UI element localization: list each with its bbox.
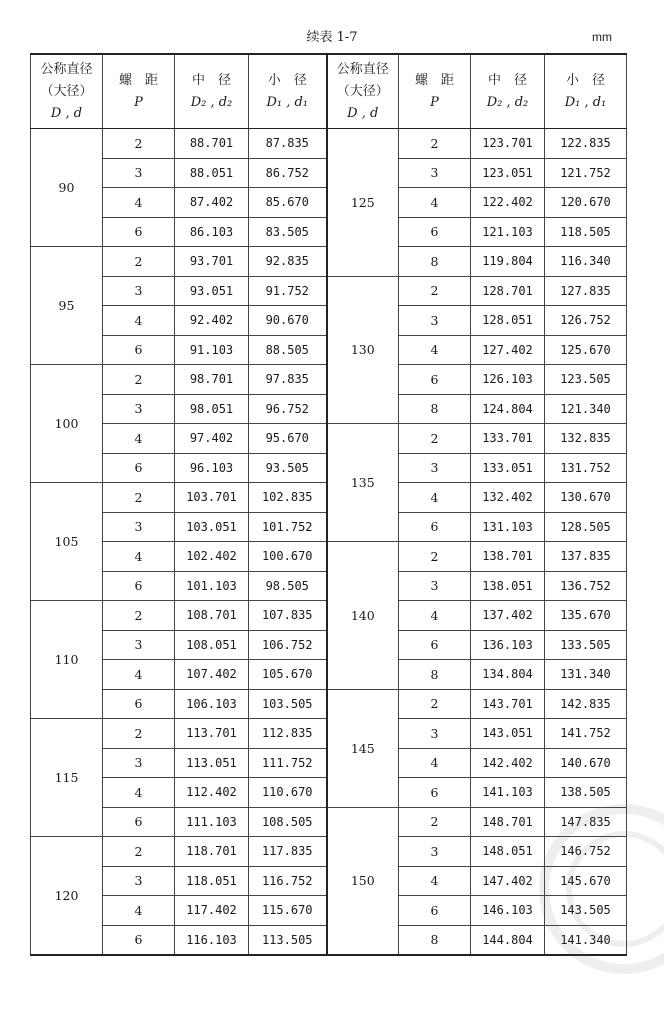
nominal-diameter-cell: 150 <box>327 807 399 955</box>
pitch-diameter-cell: 88.051 <box>175 158 249 188</box>
pitch-cell: 8 <box>399 925 471 955</box>
header-pitch: 螺 距 P <box>103 54 175 129</box>
pitch-cell: 3 <box>399 453 471 483</box>
pitch-cell: 4 <box>103 424 175 454</box>
pitch-diameter-cell: 146.103 <box>471 896 545 926</box>
pitch-cell: 4 <box>103 542 175 572</box>
minor-diameter-cell: 142.835 <box>545 689 627 719</box>
pitch-cell: 3 <box>399 719 471 749</box>
pitch-cell: 6 <box>399 217 471 247</box>
pitch-cell: 6 <box>103 453 175 483</box>
minor-diameter-cell: 112.835 <box>249 719 327 749</box>
minor-diameter-cell: 90.670 <box>249 306 327 336</box>
minor-diameter-cell: 135.670 <box>545 601 627 631</box>
pitch-cell: 6 <box>399 778 471 808</box>
pitch-diameter-cell: 144.804 <box>471 925 545 955</box>
pitch-diameter-cell: 133.051 <box>471 453 545 483</box>
minor-diameter-cell: 137.835 <box>545 542 627 572</box>
minor-diameter-cell: 91.752 <box>249 276 327 306</box>
minor-diameter-cell: 131.340 <box>545 660 627 690</box>
pitch-diameter-cell: 103.051 <box>175 512 249 542</box>
minor-diameter-cell: 98.505 <box>249 571 327 601</box>
minor-diameter-cell: 107.835 <box>249 601 327 631</box>
minor-diameter-cell: 110.670 <box>249 778 327 808</box>
minor-diameter-cell: 120.670 <box>545 188 627 218</box>
pitch-diameter-cell: 133.701 <box>471 424 545 454</box>
minor-diameter-cell: 128.505 <box>545 512 627 542</box>
pitch-cell: 8 <box>399 660 471 690</box>
pitch-diameter-cell: 124.804 <box>471 394 545 424</box>
minor-diameter-cell: 125.670 <box>545 335 627 365</box>
pitch-diameter-cell: 122.402 <box>471 188 545 218</box>
pitch-diameter-cell: 102.402 <box>175 542 249 572</box>
pitch-cell: 4 <box>399 748 471 778</box>
nominal-diameter-cell: 135 <box>327 424 399 542</box>
watermark-seal-icon <box>514 794 664 984</box>
pitch-cell: 2 <box>103 247 175 277</box>
minor-diameter-cell: 96.752 <box>249 394 327 424</box>
pitch-cell: 3 <box>103 394 175 424</box>
nominal-diameter-cell: 130 <box>327 276 399 424</box>
pitch-cell: 4 <box>103 660 175 690</box>
minor-diameter-cell: 122.835 <box>545 129 627 159</box>
header-minor-diameter: 小 径 D₁ , d₁ <box>545 54 627 129</box>
minor-diameter-cell: 117.835 <box>249 837 327 867</box>
table-caption: 续表 1-7 <box>306 30 358 45</box>
pitch-cell: 6 <box>103 217 175 247</box>
pitch-cell: 3 <box>103 512 175 542</box>
pitch-diameter-cell: 108.051 <box>175 630 249 660</box>
pitch-diameter-cell: 108.701 <box>175 601 249 631</box>
minor-diameter-cell: 106.752 <box>249 630 327 660</box>
minor-diameter-cell: 105.670 <box>249 660 327 690</box>
pitch-diameter-cell: 88.701 <box>175 129 249 159</box>
minor-diameter-cell: 83.505 <box>249 217 327 247</box>
pitch-cell: 6 <box>103 807 175 837</box>
nominal-diameter-cell: 145 <box>327 689 399 807</box>
pitch-diameter-cell: 126.103 <box>471 365 545 395</box>
minor-diameter-cell: 85.670 <box>249 188 327 218</box>
pitch-cell: 2 <box>103 719 175 749</box>
pitch-cell: 2 <box>399 276 471 306</box>
pitch-cell: 4 <box>399 335 471 365</box>
pitch-diameter-cell: 101.103 <box>175 571 249 601</box>
pitch-diameter-cell: 86.103 <box>175 217 249 247</box>
pitch-diameter-cell: 117.402 <box>175 896 249 926</box>
pitch-diameter-cell: 123.051 <box>471 158 545 188</box>
minor-diameter-cell: 113.505 <box>249 925 327 955</box>
pitch-cell: 8 <box>399 247 471 277</box>
pitch-cell: 3 <box>399 158 471 188</box>
pitch-diameter-cell: 93.701 <box>175 247 249 277</box>
pitch-cell: 4 <box>399 188 471 218</box>
pitch-cell: 3 <box>103 748 175 778</box>
minor-diameter-cell: 116.340 <box>545 247 627 277</box>
pitch-diameter-cell: 123.701 <box>471 129 545 159</box>
minor-diameter-cell: 101.752 <box>249 512 327 542</box>
pitch-diameter-cell: 143.051 <box>471 719 545 749</box>
pitch-diameter-cell: 87.402 <box>175 188 249 218</box>
pitch-diameter-cell: 141.103 <box>471 778 545 808</box>
pitch-diameter-cell: 134.804 <box>471 660 545 690</box>
minor-diameter-cell: 116.752 <box>249 866 327 896</box>
minor-diameter-cell: 127.835 <box>545 276 627 306</box>
pitch-diameter-cell: 148.701 <box>471 807 545 837</box>
pitch-diameter-cell: 131.103 <box>471 512 545 542</box>
pitch-cell: 4 <box>103 188 175 218</box>
pitch-diameter-cell: 107.402 <box>175 660 249 690</box>
pitch-diameter-cell: 142.402 <box>471 748 545 778</box>
header-minor-diameter: 小 径 D₁ , d₁ <box>249 54 327 129</box>
pitch-cell: 2 <box>103 837 175 867</box>
pitch-cell: 6 <box>399 896 471 926</box>
table-row <box>31 276 627 306</box>
pitch-cell: 8 <box>399 394 471 424</box>
pitch-cell: 2 <box>103 601 175 631</box>
pitch-diameter-cell: 111.103 <box>175 807 249 837</box>
minor-diameter-cell: 86.752 <box>249 158 327 188</box>
minor-diameter-cell: 93.505 <box>249 453 327 483</box>
pitch-diameter-cell: 103.701 <box>175 483 249 513</box>
minor-diameter-cell: 100.670 <box>249 542 327 572</box>
pitch-diameter-cell: 128.051 <box>471 306 545 336</box>
pitch-diameter-cell: 98.051 <box>175 394 249 424</box>
minor-diameter-cell: 95.670 <box>249 424 327 454</box>
minor-diameter-cell: 118.505 <box>545 217 627 247</box>
minor-diameter-cell: 123.505 <box>545 365 627 395</box>
minor-diameter-cell: 140.670 <box>545 748 627 778</box>
pitch-diameter-cell: 121.103 <box>471 217 545 247</box>
pitch-diameter-cell: 116.103 <box>175 925 249 955</box>
minor-diameter-cell: 133.505 <box>545 630 627 660</box>
minor-diameter-cell: 111.752 <box>249 748 327 778</box>
pitch-diameter-cell: 112.402 <box>175 778 249 808</box>
minor-diameter-cell: 92.835 <box>249 247 327 277</box>
minor-diameter-cell: 141.340 <box>545 925 627 955</box>
pitch-diameter-cell: 98.701 <box>175 365 249 395</box>
pitch-cell: 3 <box>399 837 471 867</box>
pitch-diameter-cell: 148.051 <box>471 837 545 867</box>
pitch-diameter-cell: 147.402 <box>471 866 545 896</box>
pitch-diameter-cell: 138.051 <box>471 571 545 601</box>
pitch-cell: 2 <box>399 129 471 159</box>
pitch-diameter-cell: 118.701 <box>175 837 249 867</box>
pitch-cell: 4 <box>103 896 175 926</box>
pitch-cell: 2 <box>399 807 471 837</box>
pitch-diameter-cell: 137.402 <box>471 601 545 631</box>
pitch-diameter-cell: 136.103 <box>471 630 545 660</box>
minor-diameter-cell: 130.670 <box>545 483 627 513</box>
nominal-diameter-cell: 105 <box>31 483 103 601</box>
nominal-diameter-cell: 100 <box>31 365 103 483</box>
nominal-diameter-cell: 110 <box>31 601 103 719</box>
pitch-diameter-cell: 143.701 <box>471 689 545 719</box>
header-pitch: 螺 距 P <box>399 54 471 129</box>
minor-diameter-cell: 145.670 <box>545 866 627 896</box>
minor-diameter-cell: 141.752 <box>545 719 627 749</box>
pitch-diameter-cell: 113.701 <box>175 719 249 749</box>
pitch-cell: 4 <box>399 483 471 513</box>
pitch-cell: 2 <box>103 365 175 395</box>
pitch-cell: 3 <box>103 158 175 188</box>
minor-diameter-cell: 108.505 <box>249 807 327 837</box>
pitch-cell: 4 <box>103 778 175 808</box>
nominal-diameter-cell: 90 <box>31 129 103 247</box>
minor-diameter-cell: 87.835 <box>249 129 327 159</box>
pitch-cell: 6 <box>103 689 175 719</box>
header-nominal-diameter: 公称直径 （大径） D , d <box>327 54 399 129</box>
pitch-cell: 6 <box>103 925 175 955</box>
minor-diameter-cell: 97.835 <box>249 365 327 395</box>
table-row <box>31 129 627 159</box>
minor-diameter-cell: 126.752 <box>545 306 627 336</box>
pitch-diameter-cell: 91.103 <box>175 335 249 365</box>
minor-diameter-cell: 143.505 <box>545 896 627 926</box>
header-pitch-diameter: 中 径 D₂ , d₂ <box>175 54 249 129</box>
pitch-cell: 6 <box>399 512 471 542</box>
pitch-diameter-cell: 96.103 <box>175 453 249 483</box>
pitch-cell: 2 <box>399 424 471 454</box>
unit-label: mm <box>592 30 612 44</box>
pitch-diameter-cell: 97.402 <box>175 424 249 454</box>
pitch-cell: 3 <box>399 306 471 336</box>
minor-diameter-cell: 121.752 <box>545 158 627 188</box>
minor-diameter-cell: 121.340 <box>545 394 627 424</box>
minor-diameter-cell: 115.670 <box>249 896 327 926</box>
nominal-diameter-cell: 95 <box>31 247 103 365</box>
pitch-cell: 3 <box>103 630 175 660</box>
pitch-cell: 2 <box>399 689 471 719</box>
minor-diameter-cell: 136.752 <box>545 571 627 601</box>
pitch-cell: 2 <box>103 483 175 513</box>
pitch-cell: 2 <box>399 542 471 572</box>
header-nominal-diameter: 公称直径 （大径） D , d <box>31 54 103 129</box>
minor-diameter-cell: 147.835 <box>545 807 627 837</box>
pitch-diameter-cell: 113.051 <box>175 748 249 778</box>
pitch-diameter-cell: 93.051 <box>175 276 249 306</box>
minor-diameter-cell: 132.835 <box>545 424 627 454</box>
pitch-diameter-cell: 92.402 <box>175 306 249 336</box>
header-pitch-diameter: 中 径 D₂ , d₂ <box>471 54 545 129</box>
minor-diameter-cell: 131.752 <box>545 453 627 483</box>
pitch-diameter-cell: 128.701 <box>471 276 545 306</box>
pitch-cell: 6 <box>399 630 471 660</box>
pitch-diameter-cell: 118.051 <box>175 866 249 896</box>
nominal-diameter-cell: 140 <box>327 542 399 690</box>
nominal-diameter-cell: 115 <box>31 719 103 837</box>
minor-diameter-cell: 103.505 <box>249 689 327 719</box>
pitch-cell: 6 <box>399 365 471 395</box>
pitch-cell: 2 <box>103 129 175 159</box>
table-row <box>31 424 627 454</box>
pitch-cell: 3 <box>399 571 471 601</box>
table-row <box>31 542 627 572</box>
pitch-cell: 6 <box>103 571 175 601</box>
minor-diameter-cell: 138.505 <box>545 778 627 808</box>
table-row <box>31 689 627 719</box>
minor-diameter-cell: 102.835 <box>249 483 327 513</box>
pitch-cell: 6 <box>103 335 175 365</box>
pitch-cell: 3 <box>103 276 175 306</box>
pitch-cell: 4 <box>399 601 471 631</box>
pitch-cell: 4 <box>399 866 471 896</box>
pitch-cell: 4 <box>103 306 175 336</box>
nominal-diameter-cell: 120 <box>31 837 103 956</box>
pitch-diameter-cell: 132.402 <box>471 483 545 513</box>
pitch-diameter-cell: 106.103 <box>175 689 249 719</box>
nominal-diameter-cell: 125 <box>327 129 399 277</box>
minor-diameter-cell: 146.752 <box>545 837 627 867</box>
minor-diameter-cell: 88.505 <box>249 335 327 365</box>
pitch-diameter-cell: 127.402 <box>471 335 545 365</box>
pitch-diameter-cell: 138.701 <box>471 542 545 572</box>
header-row <box>31 54 627 129</box>
pitch-diameter-cell: 119.804 <box>471 247 545 277</box>
pitch-cell: 3 <box>103 866 175 896</box>
